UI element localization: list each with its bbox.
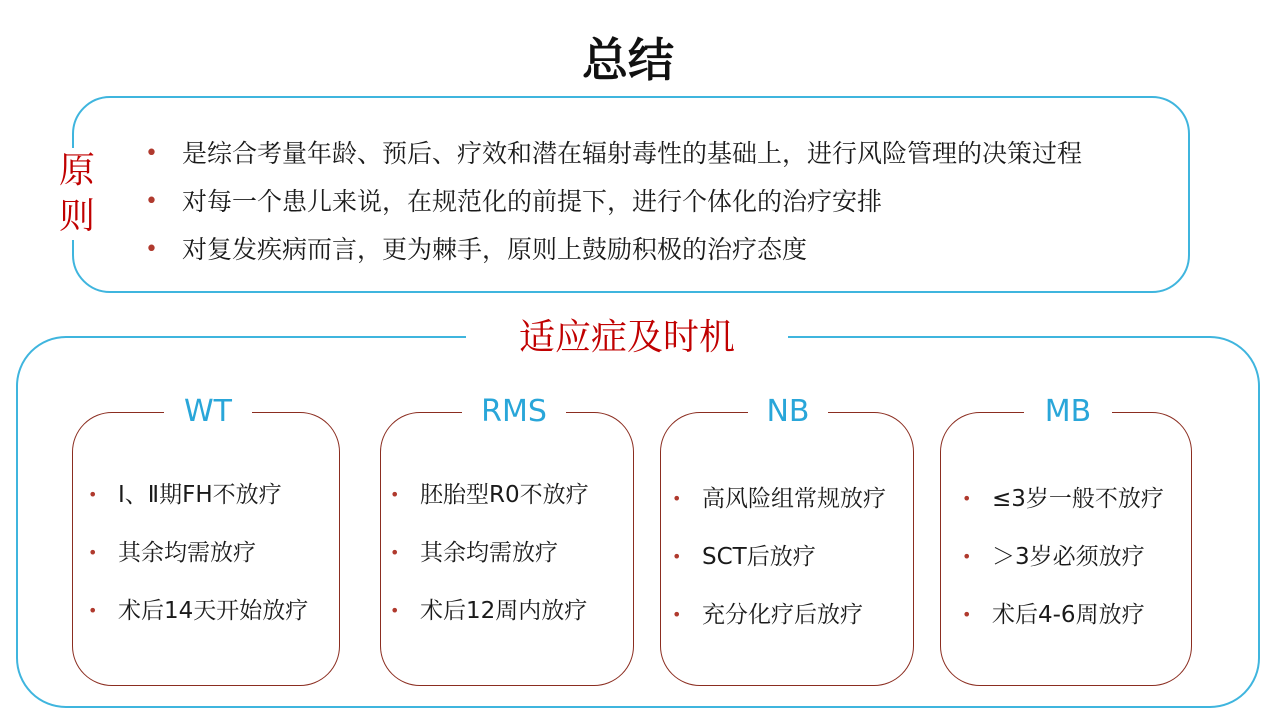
- card-item: [390, 582, 589, 640]
- bullet-icon: •: [390, 601, 400, 620]
- principle-list: [142, 130, 1082, 274]
- card-rms-list: [390, 466, 589, 640]
- principle-item-text: 对每一个患儿来说，在规范化的前提下，进行个体化的治疗安排: [182, 187, 883, 216]
- card-item: [672, 586, 886, 644]
- card-item-text: SCT后放疗: [702, 544, 816, 570]
- card-item-text: 胚胎型R0不放疗: [420, 482, 589, 508]
- card-wt-title: WT: [164, 390, 252, 434]
- page-title: 总结: [582, 33, 674, 87]
- card-item: [88, 524, 308, 582]
- card-item-text: 其余均需放疗: [118, 540, 256, 566]
- card-item-text: 术后12周内放疗: [420, 598, 588, 624]
- card-item: [672, 528, 886, 586]
- card-mb-title: MB: [1024, 390, 1112, 434]
- card-item-text: 其余均需放疗: [420, 540, 558, 566]
- principle-item: [142, 226, 1082, 274]
- card-item-text: 术后14天开始放疗: [118, 598, 309, 624]
- card-item-text: ≤3岁一般不放疗: [992, 486, 1164, 512]
- card-item-text: ＞3岁必须放疗: [992, 544, 1145, 570]
- bullet-icon: •: [145, 189, 158, 214]
- principle-label-char-1: 原: [58, 150, 95, 191]
- principle-item: [142, 178, 1082, 226]
- bullet-icon: •: [962, 605, 972, 624]
- principle-item-text: 是综合考量年龄、预后、疗效和潜在辐射毒性的基础上，进行风险管理的决策过程: [182, 139, 1083, 168]
- bullet-icon: •: [672, 605, 682, 624]
- card-item: [962, 586, 1164, 644]
- principle-item-text: 对复发疾病而言，更为棘手，原则上鼓励积极的治疗态度: [182, 235, 808, 264]
- card-item-text: 高风险组常规放疗: [702, 486, 886, 512]
- bullet-icon: •: [962, 547, 972, 566]
- card-item: [390, 524, 589, 582]
- bullet-icon: •: [88, 543, 98, 562]
- principle-item: [142, 130, 1082, 178]
- card-item-text: Ⅰ、Ⅱ期FH不放疗: [118, 482, 282, 508]
- card-wt-list: [88, 466, 308, 640]
- bullet-icon: •: [145, 141, 158, 166]
- card-item: [962, 528, 1164, 586]
- card-nb-title: NB: [748, 390, 828, 434]
- bullet-icon: •: [672, 489, 682, 508]
- bullet-icon: •: [962, 489, 972, 508]
- card-mb-list: [962, 470, 1164, 644]
- card-rms-title: RMS: [462, 390, 566, 434]
- card-item: [390, 466, 589, 524]
- indications-title: 适应症及时机: [466, 312, 788, 364]
- principle-label-char-2: 则: [58, 196, 95, 237]
- card-item: [88, 582, 308, 640]
- bullet-icon: •: [145, 237, 158, 262]
- bullet-icon: •: [390, 543, 400, 562]
- card-nb-list: [672, 470, 886, 644]
- bullet-icon: •: [390, 485, 400, 504]
- card-item-text: 充分化疗后放疗: [702, 602, 863, 628]
- card-item-text: 术后4-6周放疗: [992, 602, 1145, 628]
- bullet-icon: •: [88, 601, 98, 620]
- principle-label: [52, 148, 102, 240]
- card-item: [672, 470, 886, 528]
- bullet-icon: •: [88, 485, 98, 504]
- card-item: [962, 470, 1164, 528]
- bullet-icon: •: [672, 547, 682, 566]
- card-item: [88, 466, 308, 524]
